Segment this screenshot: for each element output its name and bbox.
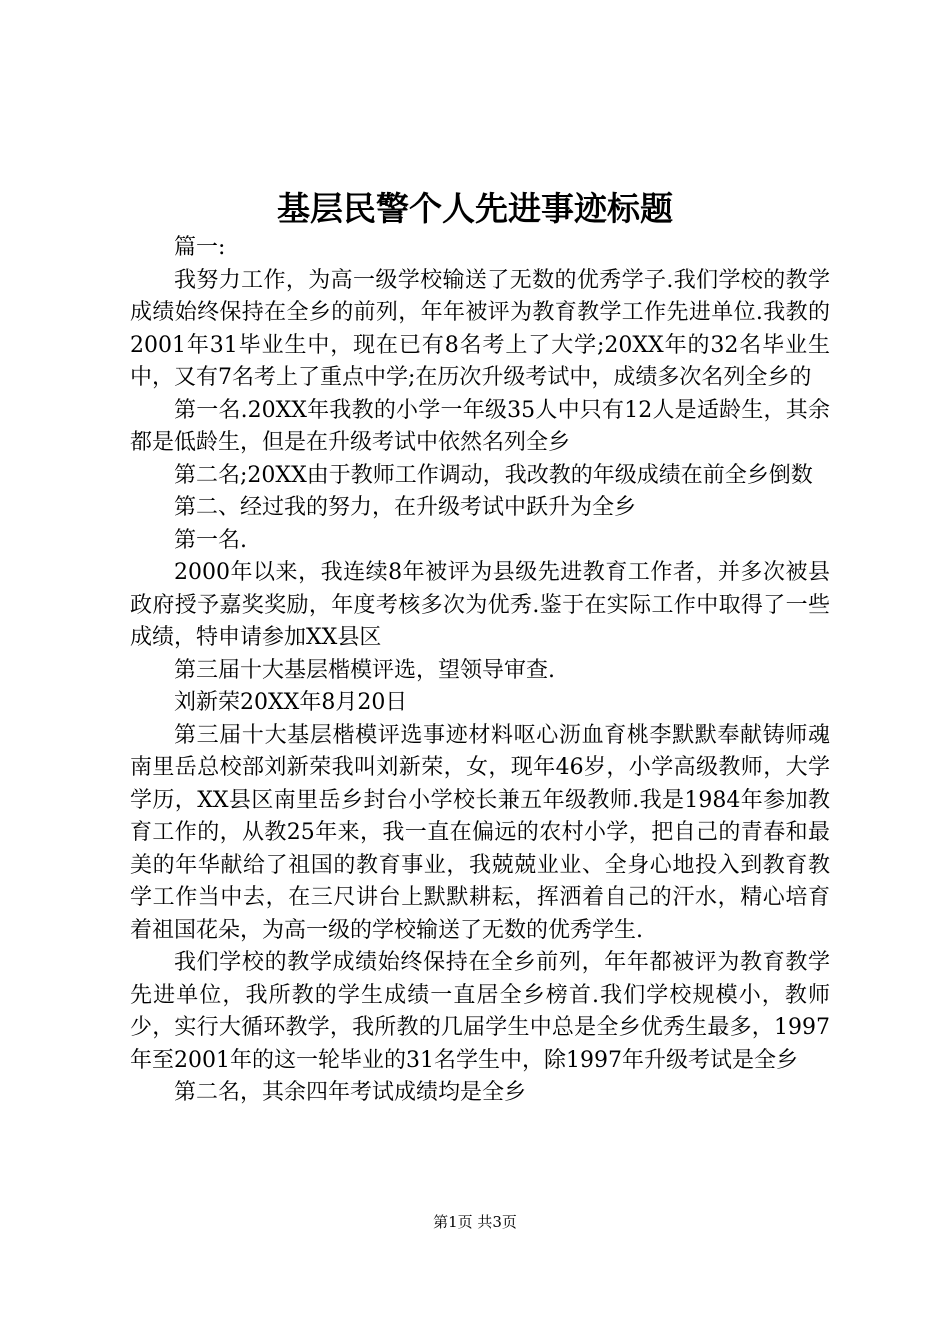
paragraph: 我努力工作，为高一级学校输送了无数的优秀学子.我们学校的教学成绩始终保持在全乡的前列，年年被评为教育教学工作先进单位.我教的2001年31毕业生中，现在已有8名考上了大学;20XX年的32名毕业生中，又有7名考上了重点中学;在历次升级考试中，成绩多次名列全乡的 [130, 267, 830, 390]
paragraph: 篇一: [174, 235, 226, 260]
paragraph: 2000年以来，我连续8年被评为县级先进教育工作者，并多次被县政府授予嘉奖奖励，年度考核多次为优秀.鉴于在实际工作中取得了一些成绩，特申请参加XX县区 [130, 560, 830, 650]
page-number-footer: 第1页 共3页 [433, 1213, 517, 1231]
paragraph: 第一名. [174, 527, 247, 553]
paragraph: 我们学校的教学成绩始终保持在全乡前列，年年都被评为教育教学先进单位，我所教的学生成绩一直居全乡榜首.我们学校规模小，教师少，实行大循环教学，我所教的几届学生中总是全乡优秀生最多，1997年至2001年的这一轮毕业的31名学生中，除1997年升级考试是全乡 [130, 950, 830, 1073]
paragraph: 第二、经过我的努力，在升级考试中跃升为全乡 [174, 495, 637, 520]
document-title: 基层民警个人先进事迹标题 [277, 189, 673, 228]
paragraph: 第二名，其余四年考试成绩均是全乡 [174, 1080, 527, 1105]
paragraph: 第二名;20XX由于教师工作调动，我改教的年级成绩在前全乡倒数 [174, 462, 813, 488]
paragraph: 刘新荣20XX年8月20日 [174, 690, 408, 715]
paragraph: 第三届十大基层楷模评选事迹材料呕心沥血育桃李默默奉献铸师魂南里岳总校部刘新荣我叫刘新荣，女，现年46岁，小学高级教师，大学学历，XX县区南里岳乡封台小学校长兼五年级教师.我是1984年参加教育工作的，从教25年来，我一直在偏远的农村小学，把自己的青春和最美的年华献给了祖国的教育事业，我兢兢业业、全身心地投入到教育教学工作当中去，在三尺讲台上默默耕耘，挥洒着自己的汗水，精心培育着祖国花朵，为高一级的学校输送了无数的优秀学生. [130, 722, 830, 943]
document-body [130, 232, 830, 1110]
paragraph: 第一名.20XX年我教的小学一年级35人中只有12人是适龄生，其余都是低龄生，但是在升级考试中依然名列全乡 [130, 397, 830, 455]
paragraph: 第三届十大基层楷模评选，望领导审查. [174, 657, 555, 683]
